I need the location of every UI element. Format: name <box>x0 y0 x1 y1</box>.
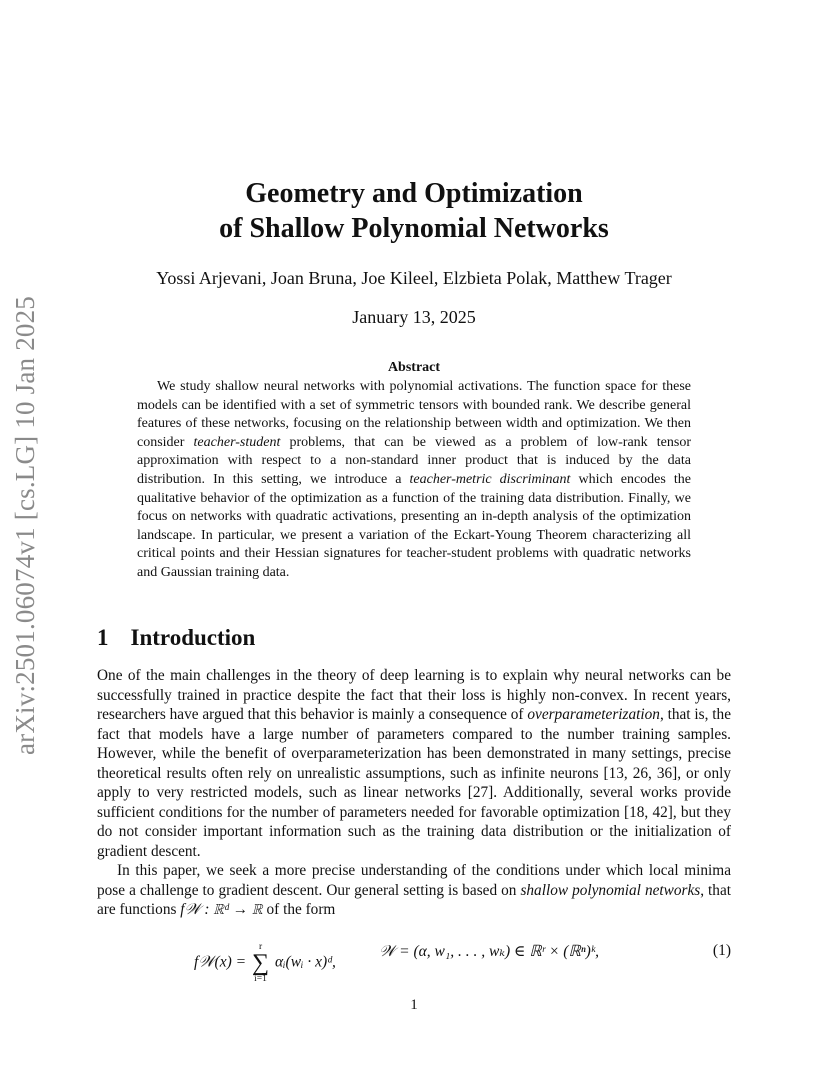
introduction-body <box>97 666 731 920</box>
arxiv-stamp-text: arXiv:2501.06074v1 [cs.LG] 10 Jan 2025 <box>10 295 41 755</box>
equation-lhs: f𝒲(x) = r ∑ i=1 αᵢ(wᵢ · x)ᵈ, <box>194 942 336 984</box>
section-title: Introduction <box>130 625 256 650</box>
inline-math: f𝒲 : ℝᵈ → ℝ <box>180 901 263 918</box>
equation-number: (1) <box>712 942 731 959</box>
emphasis: overparameterization <box>527 706 660 723</box>
sum-upper-limit: r <box>258 942 263 952</box>
equation-rhs: 𝒲 = (α, w₁, . . . , wₖ) ∈ ℝʳ × (ℝⁿ)ᵏ, <box>379 943 599 960</box>
equation-1 <box>97 928 731 984</box>
section-number: 1 <box>97 625 109 650</box>
author-list: Yossi Arjevani, Joan Bruna, Joe Kileel, Elzbieta Polak, Matthew Trager <box>156 268 672 288</box>
paragraph: One of the main challenges in the theory of deep learning is to explain why neural networks can be successfully trained in practice despite the fact that their loss is highly non-convex. In recent years, researchers have argued that this behavior is mainly a consequence of overparameterization, that is, the fact that models have a large number of parameters compared to the number training samples. However, while the benefit of overparameterization has been demonstrated in many settings, precise theoretical results often rely on unrealistic assumptions, such as infinite neurons [13, 26, 36], or only apply to very restricted models, such as linear networks [27]. Additionally, several works provide sufficient conditions for the number of parameters needed for favorable optimization [18, 42], but they do not consider important information such as the training data distribution or the initialization of gradient descent. <box>97 667 731 860</box>
sum-lower-limit: i=1 <box>254 974 267 984</box>
abstract-heading: Abstract <box>387 360 441 375</box>
title-line-2: of Shallow Polynomial Networks <box>219 213 609 244</box>
abstract-emphasis: teacher-student <box>193 434 281 450</box>
abstract-body: We study shallow neural networks with polynomial activations. The function space for these models can be identified with a set of symmetric tensors with bounded rank. We describe general features of these networks, focusing on the relationship between width and optimization. We then consider teacher-student problems, that can be viewed as a problem of low-rank tensor approximation with respect to a non-standard inner product that is induced by the data distribution. In this setting, we introduce a teacher-metric discriminant which encodes the qualitative behavior of the optimization as a function of the training data distribution. Finally, we focus on networks with quadratic activations, presenting an in-depth analysis of the optimization landscape. In particular, we present a variation of the Eckart-Young Theorem characterizing all critical points and their Hessian signatures for teacher-student problems with quadratic networks and Gaussian training data. <box>137 379 691 580</box>
page-number: 1 <box>410 997 418 1013</box>
summation-sign: r ∑ i=1 <box>251 942 270 984</box>
paper-date: January 13, 2025 <box>352 307 476 327</box>
abstract-emphasis: teacher-metric discriminant <box>409 471 571 487</box>
paragraph: In this paper, we seek a more precise understanding of the conditions under which local minima pose a challenge to gradient descent. Our general setting is based on shallow polynomial networks, that are functions f𝒲 : ℝᵈ → ℝ of the form <box>97 862 731 918</box>
paper-title <box>0 176 828 246</box>
summand: αᵢ(wᵢ · x)ᵈ, <box>274 953 336 971</box>
emphasis: shallow polynomial networks <box>520 881 701 899</box>
title-line-1: Geometry and Optimization <box>245 178 583 209</box>
section-heading <box>97 625 255 651</box>
